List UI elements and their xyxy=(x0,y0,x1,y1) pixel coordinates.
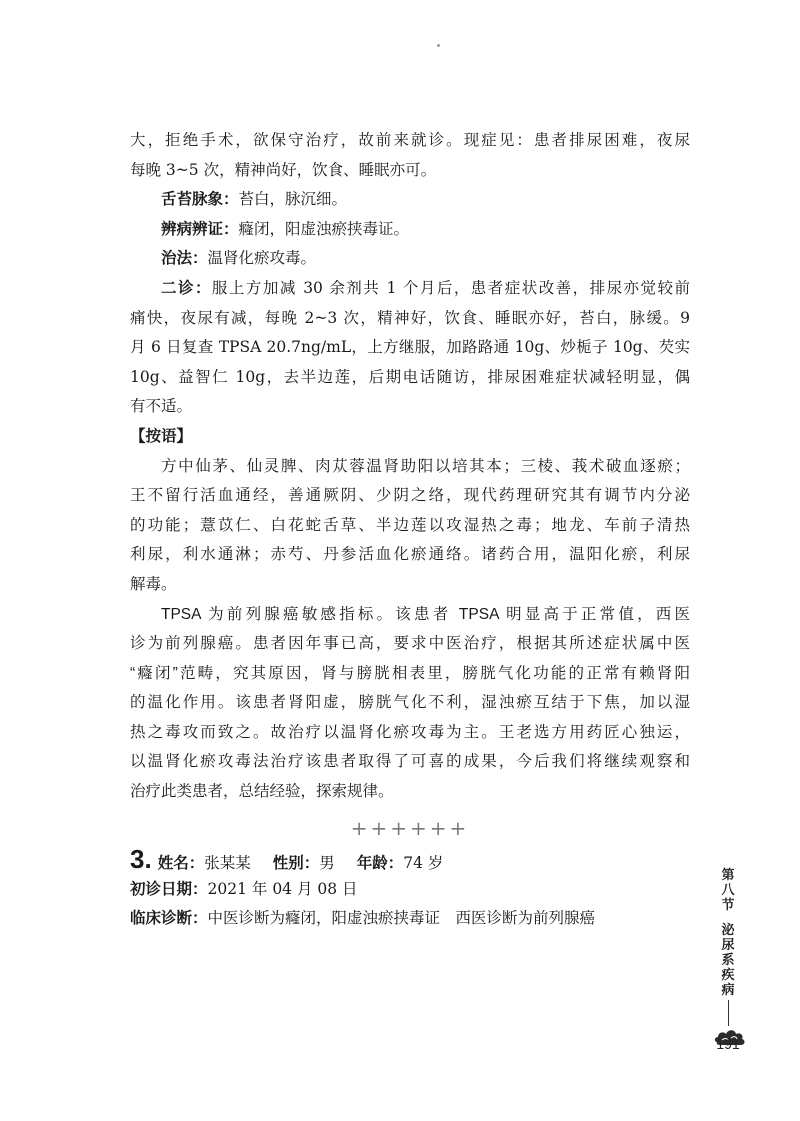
text-line: 每晚 3~5 次，精神尚好，饮食、睡眠亦可。 xyxy=(130,160,437,179)
treatment-text: 温肾化瘀攻毒。 xyxy=(207,249,317,268)
clinical-label: 临床诊断： xyxy=(130,909,208,928)
first-visit-value: 2021 年 04 月 08 日 xyxy=(207,879,358,898)
tongue-label: 舌苔脉象： xyxy=(161,190,239,209)
case-header xyxy=(130,843,690,875)
text-line: 月 6 日复查 TPSA 20.7ng/mL，上方继服，加路路通 10g、炒栀子 10g、芡实 xyxy=(130,338,690,357)
diagnosis-label: 辨病辨证： xyxy=(161,219,239,238)
text-line: TPSA 为前列腺癌敏感指标。该患者 TPSA 明显高于正常值，西医 xyxy=(161,605,690,623)
first-visit-label: 初诊日期： xyxy=(130,879,208,898)
text-line: 的功能；薏苡仁、白花蛇舌草、半边莲以攻湿热之毒；地龙、车前子清热 xyxy=(130,516,690,534)
section-divider: ++++++ xyxy=(350,815,470,840)
diagnosis-text: 癃闭，阳虚浊瘀挟毒证。 xyxy=(238,219,410,238)
second-visit-first-line xyxy=(130,274,690,304)
treatment-label: 治法： xyxy=(161,249,208,268)
text-line: 王不留行活血通经，善通厥阴、少阴之络，现代药理研究其有调节内分泌 xyxy=(130,487,690,505)
clinical-diagnosis xyxy=(130,904,690,934)
text-line: 有不适。 xyxy=(130,397,193,416)
name-label: 姓名： xyxy=(157,853,205,872)
tongue-text: 苔白，脉沉细。 xyxy=(238,190,348,209)
text-line: 解毒。 xyxy=(130,575,177,593)
name-value: 张某某 xyxy=(204,853,251,872)
age-value: 74 岁 xyxy=(403,853,444,872)
sex-label: 性别： xyxy=(272,853,320,872)
case-number: 3. xyxy=(130,843,152,874)
text-line: 痛快，夜尿有减，每晚 2~3 次，精神好，饮食、睡眠亦好，苔白，脉缓。9 xyxy=(130,308,690,327)
sex-value: 男 xyxy=(319,853,335,872)
sidebar-char: 泌 xyxy=(721,923,735,938)
sidebar-char: 第 xyxy=(721,868,735,883)
text-line: 利尿，利水通淋；赤芍、丹参活血化瘀通络。诸药合用，温阳化瘀，利尿 xyxy=(130,546,690,564)
treatment xyxy=(130,244,690,274)
text-line: 诊为前列腺癌。患者因年事已高，要求中医治疗，根据其所述症状属中医 xyxy=(130,635,690,653)
age-label: 年龄： xyxy=(356,853,404,872)
sidebar-char: 八 xyxy=(721,883,735,898)
text-line: 大，拒绝手术，欲保守治疗，故前来就诊。现症见：患者排尿困难，夜尿 xyxy=(130,131,690,149)
sidebar-char: 尿 xyxy=(721,938,735,953)
main-text xyxy=(130,126,690,934)
first-visit-date xyxy=(130,875,690,905)
page-number: 191 xyxy=(716,1036,740,1052)
top-dot xyxy=(437,44,440,47)
text-line: 以温肾化瘀攻毒法治疗该患者取得了可喜的成果，今后我们将继续观察和 xyxy=(130,753,690,771)
text-line: 治疗此类患者，总结经验，探索规律。 xyxy=(130,783,394,801)
text-line: “癃闭”范畴，究其原因，肾与膀胱相表里，膀胱气化功能的正常有赖肾阳 xyxy=(130,664,690,682)
sidebar-char: 病 xyxy=(721,983,735,998)
text-line: 热之毒攻而致之。故治疗以温肾化瘀攻毒为主。王老选方用药匠心独运， xyxy=(130,723,690,741)
sidebar-char: 疾 xyxy=(721,968,735,983)
clinical-value: 中医诊断为癃闭，阳虚浊瘀挟毒证 西医诊断为前列腺癌 xyxy=(207,909,596,928)
tongue-pulse xyxy=(130,185,690,215)
diagnosis xyxy=(130,215,690,245)
commentary-heading: 【按语】 xyxy=(130,427,193,445)
sidebar-char: 系 xyxy=(721,953,735,968)
text-line: 服上方加减 30 余剂共 1 个月后，患者症状改善，排尿亦觉较前 xyxy=(211,278,690,297)
second-visit-label: 二诊： xyxy=(161,278,212,297)
text-line: 的温化作用。该患者肾阳虚，膀胱气化不利，湿浊瘀互结于下焦，加以湿 xyxy=(130,694,690,712)
text-line: 10g、益智仁 10g，去半边莲，后期电话随访，排尿困难症状减轻明显，偶 xyxy=(130,367,690,386)
sidebar-divider-line xyxy=(728,1000,729,1026)
sidebar-char: 节 xyxy=(721,898,735,913)
text-line: 方中仙茅、仙灵脾、肉苁蓉温肾助阳以培其本；三棱、莪术破血逐瘀； xyxy=(161,457,690,475)
chapter-sidebar xyxy=(713,868,743,1048)
